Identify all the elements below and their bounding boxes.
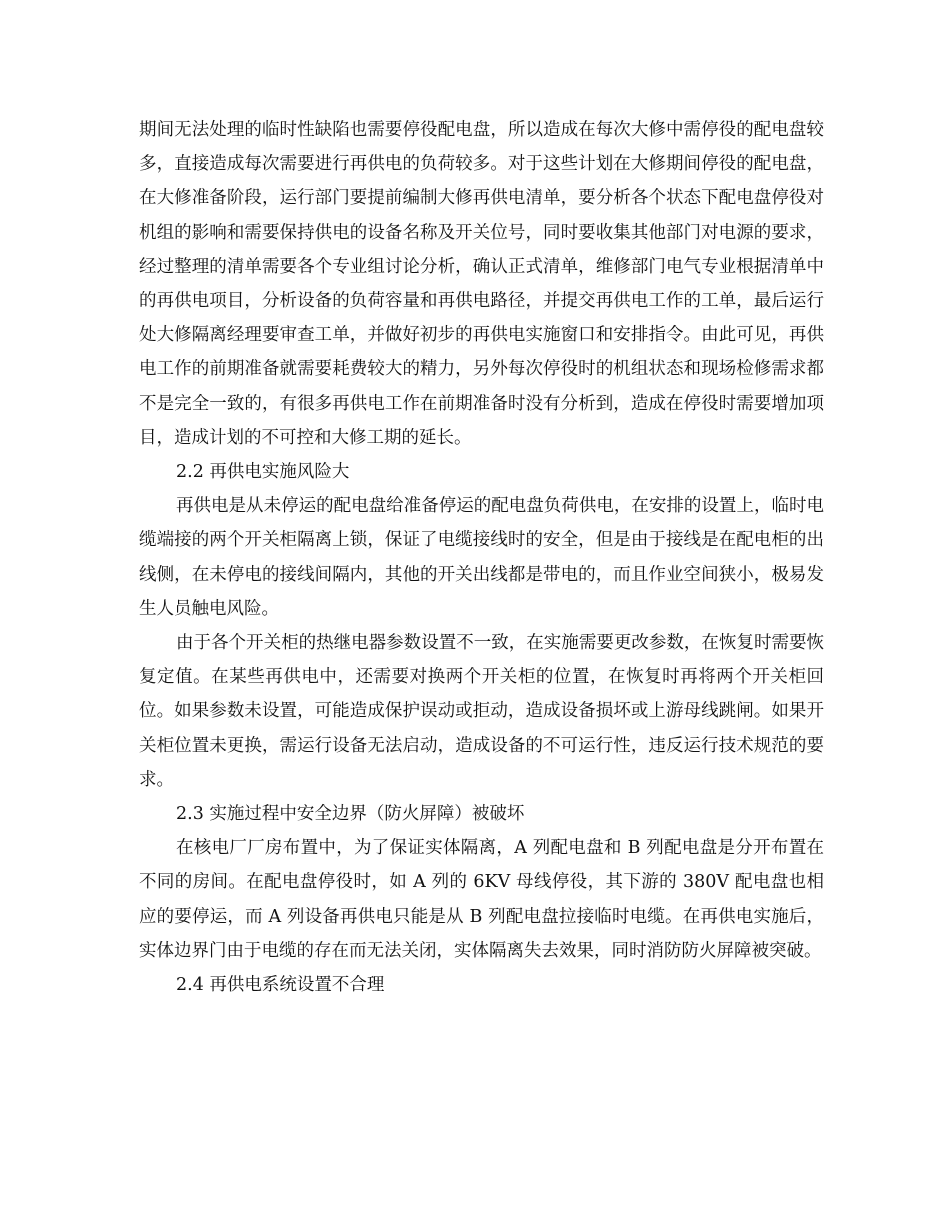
section-heading-2-2: 2.2 再供电实施风险大 bbox=[176, 462, 350, 483]
document-body bbox=[139, 113, 824, 1002]
paragraph-body: 由于各个开关柜的热继电器参数设置不一致，在实施需要更改参数，在恢复时需要恢复定值。在某些再供电中，还需要对换两个开关柜的位置，在恢复时再将两个开关柜回位。如果参数未设置，可能造成保护误动或拒动，造成设备损坏或上游母线跳闸。如果开关柜位置未更换，需运行设备无法启动，造成设备的不可运行性，违反运行技术规范的要求。 bbox=[139, 633, 824, 790]
section-heading-2-4: 2.4 再供电系统设置不合理 bbox=[176, 975, 385, 996]
paragraph-body-continued: 期间无法处理的临时性缺陷也需要停役配电盘，所以造成在每次大修中需停役的配电盘较多，直接造成每次需要进行再供电的负荷较多。对于这些计划在大修期间停役的配电盘，在大修准备阶段，运行部门要提前编制大修再供电清单，要分析各个状态下配电盘停役对机组的影响和需要保持供电的设备名称及开关位号，同时要收集其他部门对电源的要求，经过整理的清单需要各个专业组讨论分析，确认正式清单，维修部门电气专业根据清单中的再供电项目，分析设备的负荷容量和再供电路径，并提交再供电工作的工单，最后运行处大修隔离经理要审查工单，并做好初步的再供电实施窗口和安排指令。由此可见，再供电工作的前期准备就需要耗费较大的精力，另外每次停役时的机组状态和现场检修需求都不是完全一致的，有很多再供电工作在前期准备时没有分析到，造成在停役时需要增加项目，造成计划的不可控和大修工期的延长。 bbox=[139, 120, 824, 448]
paragraph-body: 再供电是从未停运的配电盘给准备停运的配电盘负荷供电，在安排的设置上，临时电缆端接的两个开关柜隔离上锁，保证了电缆接线时的安全，但是由于接线是在配电柜的出线侧，在未停电的接线间隔内，其他的开关出线都是带电的，而且作业空间狭小，极易发生人员触电风险。 bbox=[139, 496, 824, 619]
section-heading-2-3: 2.3 实施过程中安全边界（防火屏障）被破坏 bbox=[176, 804, 525, 825]
paragraph-body: 在核电厂厂房布置中，为了保证实体隔离，A 列配电盘和 B 列配电盘是分开布置在不同的房间。在配电盘停役时，如 A 列的 6KV 母线停役，其下游的 380V 配电盘也相应的要停运，而 A 列设备再供电只能是从 B 列配电盘拉接临时电缆。在再供电实施后，实体边界门由于电缆的存在而无法关闭，实体隔离失去效果，同时消防防火屏障被突破。 bbox=[139, 838, 824, 961]
